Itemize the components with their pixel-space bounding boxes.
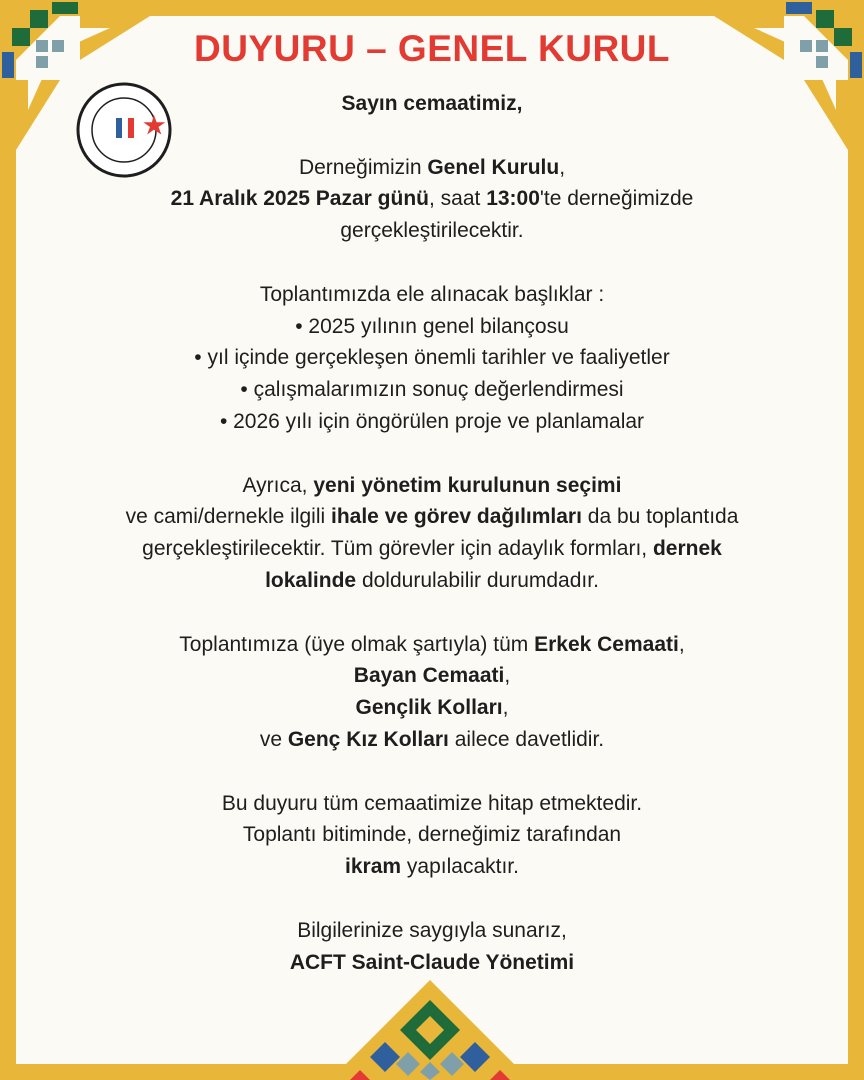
text: ve cami/dernekle ilgili bbox=[125, 505, 331, 529]
announcement-title: DUYURU – GENEL KURUL bbox=[194, 28, 670, 69]
topic-item: • 2025 yılının genel bilançosu bbox=[295, 314, 569, 338]
bold-text: Erkek Cemaati bbox=[534, 632, 679, 656]
paragraph-3-line-2 bbox=[40, 660, 824, 692]
text: , saat bbox=[429, 187, 487, 211]
text: da bu toplantıda bbox=[581, 505, 739, 529]
text: yapılacaktır. bbox=[401, 855, 519, 879]
text: 'te derneğimizde bbox=[539, 187, 694, 211]
text: ailece davetlidir. bbox=[448, 727, 605, 751]
topic-item: • çalışmalarımızın sonuç değerlendirmesi bbox=[240, 378, 624, 402]
text: , bbox=[504, 664, 511, 688]
paragraph-2-line-3 bbox=[40, 533, 824, 565]
bold-text: yeni yönetim kurulunun seçimi bbox=[313, 473, 622, 497]
paragraph-2-line-1 bbox=[40, 470, 824, 502]
closing-line: Bilgilerinize saygıyla sunarız, bbox=[297, 918, 567, 942]
paragraph-3-line-1 bbox=[40, 629, 824, 661]
signature bbox=[40, 947, 824, 979]
text: , bbox=[559, 155, 566, 179]
text: ve bbox=[259, 727, 288, 751]
paragraph-2-line-2 bbox=[40, 501, 824, 533]
signature-text: ACFT Saint-Claude Yönetimi bbox=[289, 950, 575, 974]
text: , bbox=[502, 696, 509, 720]
bold-text: lokalinde bbox=[265, 568, 357, 592]
bold-text: Genç Kız Kolları bbox=[287, 727, 449, 751]
paragraph-1-line-3: gerçekleştirilecektir. bbox=[340, 219, 524, 243]
paragraph-1-line-2 bbox=[40, 183, 824, 215]
text: , bbox=[678, 632, 685, 656]
bold-text: Bayan Cemaati bbox=[353, 664, 505, 688]
text: gerçekleştirilecektir. Tüm görevler için adaylık formları, bbox=[142, 537, 653, 561]
text: Derneğimizin bbox=[298, 155, 428, 179]
paragraph-4-line-2: Toplantı bitiminde, derneğimiz tarafından bbox=[242, 823, 622, 847]
topics-intro: Toplantımızda ele alınacak başlıklar : bbox=[259, 282, 605, 306]
greeting-text: Sayın cemaatimiz, bbox=[341, 92, 523, 115]
meeting-time: 13:00 bbox=[486, 187, 540, 211]
paragraph-4-line-1: Bu duyuru tüm cemaatimize hitap etmektedir. bbox=[221, 791, 643, 815]
topic-item: • 2026 yılı için öngörülen proje ve planlamalar bbox=[219, 409, 645, 433]
greeting bbox=[40, 88, 824, 120]
bold-text: Gençlik Kolları bbox=[355, 696, 503, 720]
topic-item: • yıl içinde gerçekleşen önemli tarihler ve faaliyetler bbox=[194, 346, 670, 370]
text: Ayrıca, bbox=[242, 473, 314, 497]
text: doldurulabilir durumdadır. bbox=[356, 568, 599, 592]
bold-text: ihale ve görev dağılımları bbox=[331, 505, 582, 529]
bold-text: ikram bbox=[345, 855, 402, 879]
announcement-body bbox=[40, 88, 824, 978]
text: Toplantımıza (üye olmak şartıyla) tüm bbox=[179, 632, 535, 656]
paragraph-1-line-1 bbox=[40, 152, 824, 184]
bold-text: dernek bbox=[652, 537, 722, 561]
paragraph-4-line-3 bbox=[40, 851, 824, 883]
paragraph-3-line-4 bbox=[40, 724, 824, 756]
bold-text: Genel Kurulu bbox=[427, 155, 560, 179]
meeting-date: 21 Aralık 2025 Pazar günü bbox=[170, 187, 429, 211]
bottom-ornament bbox=[330, 980, 530, 1080]
paragraph-3-line-3 bbox=[40, 692, 824, 724]
paragraph-2-line-4 bbox=[40, 565, 824, 597]
